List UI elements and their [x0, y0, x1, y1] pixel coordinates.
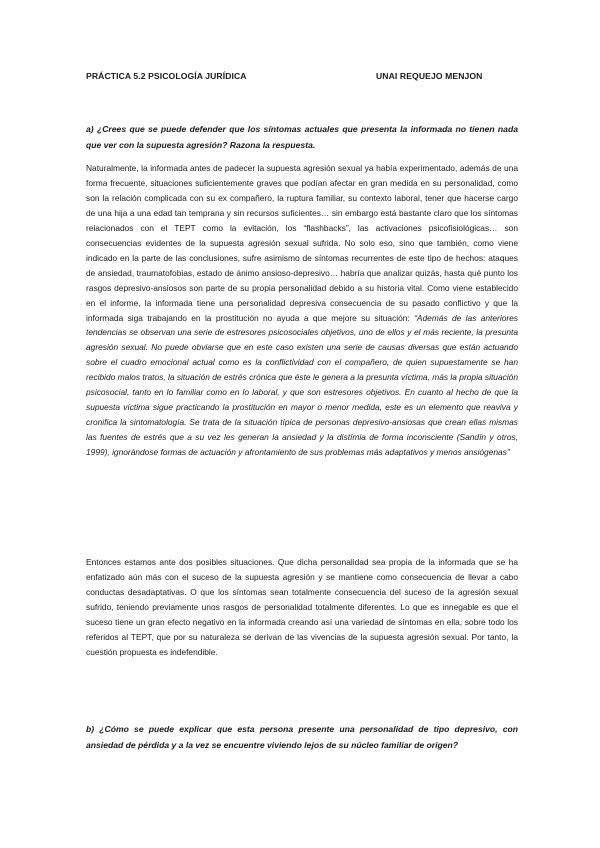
- question-a: a) ¿Crees que se puede defender que los síntomas actuales que presenta la informada no tienen nada que ver con la supuesta agresión? Razona la respuesta.: [86, 124, 518, 150]
- answer-a-paragraph-2: [86, 555, 518, 660]
- answer-a-paragraph-1: [86, 161, 518, 460]
- answer-a-quote: “Además de las anteriores tendencias se observan una serie de estresores psicosociales objetivos, uno de ellos y el más reciente, la presunta agresión sexual. No puede obviarse que en este caso existen una serie de causas diversas que están actuando sobre el cuadro emocional actual como es la conflictividad con el compañero, de quien supuestamente se han recibido malos tratos, la situación de estrés crónica que éste le genera a la presunta víctima, más la propia situación psicosocial, tanto en lo familiar como en lo laboral, y que son estresores objetivos. En cuanto al hecho de que la supuesta víctima sigue practicando la prostitución en mayor o menor medida, este es un elemento que reaviva y cronifica la sintomatología. Se trata de la situación típica de personas depresivo-ansiosas que crean ellas mismas las fuentes de estrés que a su vez les generan la ansiedad y la distímia de forma inconsciente (Sandín y otros, 1999), ignorándose formas de actuación y afrontamiento de sus problemas más adaptativos y menos ansiógenas”: [86, 312, 518, 458]
- answer-a-paragraph-2-text: Entonces estamos ante dos posibles situaciones. Que dicha personalidad sea propia de la informada que se ha enfatizado aún más con el suceso de la supuesta agresión y se mantiene como consecuencia de llevar a cabo conductas desadaptativas. O que los síntomas sean totalmente consecuencia del suceso de la agresión sexual sufrido, teniendo previamente unos rasgos de personalidad totalmente diferentes. Lo que es innegable es que el suceso tiene un gran efecto negativo en la informada creando así una variedad de síntomas en ella, sobre todo los referidos al TEPT, que por su naturaleza se derivan de las vivencias de la supuesta agresión sexual. Por tanto, la cuestión propuesta es indefendible.: [86, 557, 518, 657]
- author-name: UNAI REQUEJO MENJON: [376, 71, 483, 81]
- answer-a-intro-text: Naturalmente, la informada antes de padecer la supuesta agresión sexual ya había experimentado, además de una forma frecuente, situaciones suficientemente graves que podían afectar en gran medida en su personalidad, como son la relación complicada con su ex compañero, la ruptura familiar, su contexto laboral, tener que hacerse cargo de una hija a una edad tan temprana y sin recursos suficientes… sin embargo está bastante claro que los síntomas relacionados con el TEPT como la evitación, los “flashbacks”, las activaciones psicofisiológicas… son consecuencias evidentes de la supuesta agresión sexual sufrida. No solo eso, sino que también, como viene indicado en la parte de las conclusiones, sufre asimismo de síntomas recurrentes de este tipo de hechos: ataques de ansiedad, traumatofobias, estado de ánimo ansioso-depresivo… habría que analizar quizás, hasta qué punto los rasgos depresivo-ansiosos son parte de su propia personalidad debido a su historia vital. Como viene establecido en el informe, la informada tiene una personalidad depresiva consecuencia de su pasado conflictivo y que la informada siga trabajando en la prostitución no ayuda a que mejore su situación:: [86, 163, 518, 323]
- question-b: b) ¿Cómo se puede explicar que esta persona presente una personalidad de tipo depresivo, con ansiedad de pérdida y a la vez se encuentre viviendo lejos de su núcleo familiar de origen?: [86, 724, 518, 750]
- document-title: PRÁCTICA 5.2 PSICOLOGÍA JURÍDICA: [86, 71, 247, 81]
